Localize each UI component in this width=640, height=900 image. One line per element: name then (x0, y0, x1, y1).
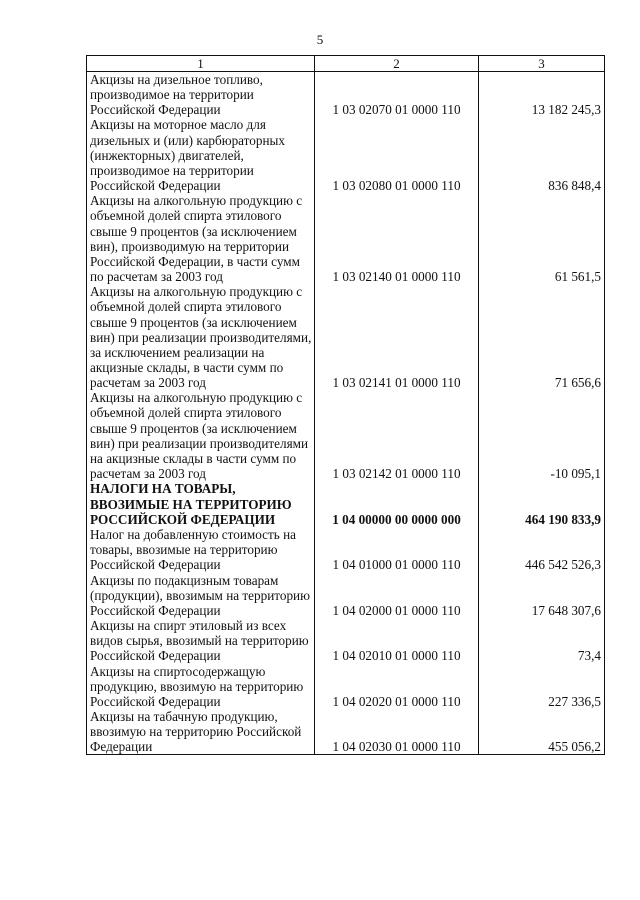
table-row-section-total (87, 481, 605, 527)
row-code: 1 04 02010 01 0000 110 (315, 618, 479, 663)
table-row (87, 573, 605, 618)
column-header-1: 1 (87, 56, 315, 72)
table-row (87, 664, 605, 709)
row-amount: 446 542 526,3 (479, 527, 605, 572)
row-code: 1 03 02141 01 0000 110 (315, 284, 479, 390)
column-header-2: 2 (315, 56, 479, 72)
table-header-row (87, 56, 605, 72)
budget-revenue-table (86, 55, 605, 755)
row-name: Акцизы на алкогольную продукцию с объемной долей спирта этилового свыше 9 процентов (за исключением вин) при реализации производителями, за исключением реализации на акцизные склады, в части сумм по расчетам за 2003 год (87, 284, 315, 390)
row-amount: 61 561,5 (479, 193, 605, 284)
table-row (87, 72, 605, 118)
row-name: Акцизы на спиртосодержащую продукцию, ввозимую на территорию Российской Федерации (87, 664, 315, 709)
table-row (87, 284, 605, 390)
row-name: Акцизы на моторное масло для дизельных и (или) карбюраторных (инжекторных) двигателей, производимое на территории Российской Федерации (87, 117, 315, 193)
row-name: Акцизы на алкогольную продукцию с объемной долей спирта этилового свыше 9 процентов (за исключением вин), производимую на территории Российской Федерации, в части сумм по расчетам за 2003 год (87, 193, 315, 284)
table-row (87, 117, 605, 193)
row-code: 1 04 00000 00 0000 000 (315, 481, 479, 527)
table-row (87, 390, 605, 481)
row-amount: 464 190 833,9 (479, 481, 605, 527)
row-code: 1 04 02000 01 0000 110 (315, 573, 479, 618)
row-name: НАЛОГИ НА ТОВАРЫ, ВВОЗИМЫЕ НА ТЕРРИТОРИЮ РОССИЙСКОЙ ФЕДЕРАЦИИ (87, 481, 315, 527)
row-name: Акцизы на табачную продукцию, ввозимую на территорию Российской Федерации (87, 709, 315, 755)
row-amount: 17 648 307,6 (479, 573, 605, 618)
row-amount: 455 056,2 (479, 709, 605, 755)
row-amount: 13 182 245,3 (479, 72, 605, 118)
row-code: 1 03 02140 01 0000 110 (315, 193, 479, 284)
row-code: 1 04 02020 01 0000 110 (315, 664, 479, 709)
row-code: 1 04 02030 01 0000 110 (315, 709, 479, 755)
row-amount: 73,4 (479, 618, 605, 663)
row-code: 1 03 02070 01 0000 110 (315, 72, 479, 118)
column-header-3: 3 (479, 56, 605, 72)
row-amount: 227 336,5 (479, 664, 605, 709)
row-code: 1 04 01000 01 0000 110 (315, 527, 479, 572)
row-code: 1 03 02142 01 0000 110 (315, 390, 479, 481)
table-row (87, 527, 605, 572)
row-name: Акцизы по подакцизным товарам (продукции), ввозимым на территорию Российской Федерации (87, 573, 315, 618)
row-name: Налог на добавленную стоимость на товары, ввозимые на территорию Российской Федерации (87, 527, 315, 572)
row-code: 1 03 02080 01 0000 110 (315, 117, 479, 193)
row-amount: 71 656,6 (479, 284, 605, 390)
table-row (87, 709, 605, 755)
page-number: 5 (316, 32, 324, 47)
table-row (87, 618, 605, 663)
row-name: Акцизы на дизельное топливо, производимое на территории Российской Федерации (87, 72, 315, 118)
row-amount: 836 848,4 (479, 117, 605, 193)
row-amount: -10 095,1 (479, 390, 605, 481)
table-row (87, 193, 605, 284)
row-name: Акцизы на алкогольную продукцию с объемной долей спирта этилового свыше 9 процентов (за исключением вин) при реализации производителями на акцизные склады в части сумм по расчетам за 2003 год (87, 390, 315, 481)
row-name: Акцизы на спирт этиловый из всех видов сырья, ввозимый на территорию Российской Федерации (87, 618, 315, 663)
